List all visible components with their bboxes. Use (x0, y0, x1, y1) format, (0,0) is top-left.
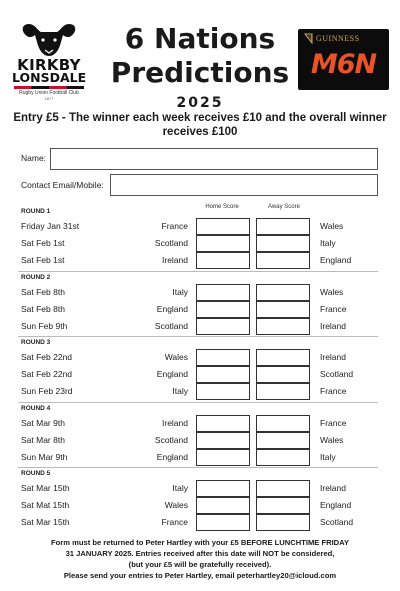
match-date: Sat Mar 15th (21, 517, 70, 527)
away-team: England (320, 500, 352, 510)
home-team: Ireland (162, 418, 188, 428)
home-score-input[interactable] (196, 480, 250, 497)
home-team: Scotland (154, 238, 188, 248)
round-label: ROUND 4 (21, 405, 51, 412)
round-label: ROUND 1 (21, 208, 51, 215)
away-score-input[interactable] (256, 415, 310, 432)
match-date: Sat Mat 15th (21, 500, 70, 510)
round-divider (18, 402, 378, 403)
home-score-input[interactable] (196, 301, 250, 318)
away-team: Scotland (320, 369, 354, 379)
away-score-input[interactable] (256, 514, 310, 531)
footer-line4: Please send your entries to Peter Hartley, email peterhartley20@icloud.com (63, 571, 337, 580)
match-date: Sat Mar 8th (21, 435, 65, 445)
away-team: England (320, 255, 352, 265)
away-team: Wales (320, 287, 344, 297)
home-team: Italy (172, 287, 188, 297)
away-team: France (320, 304, 347, 314)
match-date: Sun Feb 23rd (21, 386, 73, 396)
home-team: England (156, 452, 188, 462)
ram-head-icon (17, 22, 81, 58)
harp-icon (304, 33, 313, 44)
away-team: Italy (320, 452, 336, 462)
match-date: Sat Feb 8th (21, 304, 65, 314)
home-team: Ireland (162, 255, 188, 265)
home-team: England (156, 369, 188, 379)
away-score-input[interactable] (256, 301, 310, 318)
match-date: Sat Feb 22nd (21, 369, 73, 379)
title-year: 2025 (176, 95, 224, 111)
club-logo (12, 22, 86, 101)
sponsor-logo (298, 29, 389, 90)
home-score-input[interactable] (196, 514, 250, 531)
footer-notice (4, 537, 396, 581)
home-team: France (161, 517, 188, 527)
away-team: Ireland (320, 352, 346, 362)
home-team: Scotland (154, 321, 188, 331)
home-score-input[interactable] (196, 432, 250, 449)
contact-field[interactable] (110, 174, 378, 196)
club-year: 1877 (44, 96, 54, 101)
home-score-input[interactable] (196, 497, 250, 514)
away-score-input[interactable] (256, 318, 310, 335)
page-title (100, 22, 300, 90)
title-line1: 6 Nations (124, 22, 276, 55)
match-date: Friday Jan 31st (21, 221, 80, 231)
away-score-input[interactable] (256, 480, 310, 497)
away-score-input[interactable] (256, 497, 310, 514)
club-name-line2: LONSDALE (12, 70, 87, 85)
away-team: Ireland (320, 321, 346, 331)
name-field[interactable] (50, 148, 378, 170)
match-date: Sat Feb 22nd (21, 352, 73, 362)
sponsor-brand: GUINNESS (316, 34, 360, 43)
away-team: France (320, 418, 347, 428)
contact-label: Contact Email/Mobile: (21, 180, 104, 190)
away-score-input[interactable] (256, 366, 310, 383)
round-label: ROUND 5 (21, 470, 51, 477)
away-score-input[interactable] (256, 449, 310, 466)
home-score-input[interactable] (196, 449, 250, 466)
sponsor-mark: M6N (310, 49, 377, 80)
away-score-input[interactable] (256, 218, 310, 235)
round-divider (18, 467, 378, 468)
name-label: Name: (21, 153, 47, 163)
match-date: Sun Feb 9th (21, 321, 68, 331)
home-team: Scotland (154, 435, 188, 445)
away-score-input[interactable] (256, 284, 310, 301)
home-team: Italy (172, 386, 188, 396)
away-score-input[interactable] (256, 349, 310, 366)
match-date: Sat Feb 1st (21, 255, 65, 265)
round-divider (18, 271, 378, 272)
match-date: Sat Mar 15th (21, 483, 70, 493)
round-label: ROUND 2 (21, 274, 51, 281)
club-stripes (14, 86, 84, 89)
home-score-input[interactable] (196, 218, 250, 235)
home-score-input[interactable] (196, 284, 250, 301)
away-score-input[interactable] (256, 252, 310, 269)
away-team: Wales (320, 221, 344, 231)
match-date: Sun Mar 9th (21, 452, 68, 462)
home-score-input[interactable] (196, 252, 250, 269)
home-score-input[interactable] (196, 415, 250, 432)
home-score-input[interactable] (196, 366, 250, 383)
footer-line3: (but your £5 will be gratefully received). (128, 560, 272, 569)
entry-info: Entry £5 - The winner each week receives £10 and the overall winner receives £100 (13, 112, 387, 138)
away-team: Italy (320, 238, 336, 248)
away-score-input[interactable] (256, 235, 310, 252)
match-date: Sat Feb 1st (21, 238, 65, 248)
round-divider (18, 336, 378, 337)
club-name-line1: KIRKBY (17, 56, 81, 74)
away-score-input[interactable] (256, 383, 310, 400)
away-team: Scotland (320, 517, 354, 527)
home-team: Wales (164, 500, 188, 510)
home-score-header: Home Score (205, 204, 239, 210)
match-date: Sat Mar 9th (21, 418, 65, 428)
away-score-input[interactable] (256, 432, 310, 449)
home-team: France (161, 221, 188, 231)
home-score-input[interactable] (196, 318, 250, 335)
home-score-input[interactable] (196, 383, 250, 400)
away-team: France (320, 386, 347, 396)
footer-line2: 31 JANUARY 2025. Entries received after this date will NOT be considered, (65, 549, 335, 558)
match-date: Sat Feb 8th (21, 287, 65, 297)
club-subtitle: Rugby Union Football Club (19, 90, 79, 96)
home-team: Wales (164, 352, 188, 362)
away-team: Ireland (320, 483, 346, 493)
home-team: Italy (172, 483, 188, 493)
away-score-header: Away Score (268, 204, 300, 210)
footer-line1: Form must be returned to Peter Hartley with your £5 BEFORE LUNCHTIME FRIDAY (50, 538, 350, 547)
away-team: Wales (320, 435, 344, 445)
home-score-input[interactable] (196, 235, 250, 252)
home-team: England (156, 304, 188, 314)
round-label: ROUND 3 (21, 339, 51, 346)
home-score-input[interactable] (196, 349, 250, 366)
title-line2: Predictions (110, 56, 290, 89)
